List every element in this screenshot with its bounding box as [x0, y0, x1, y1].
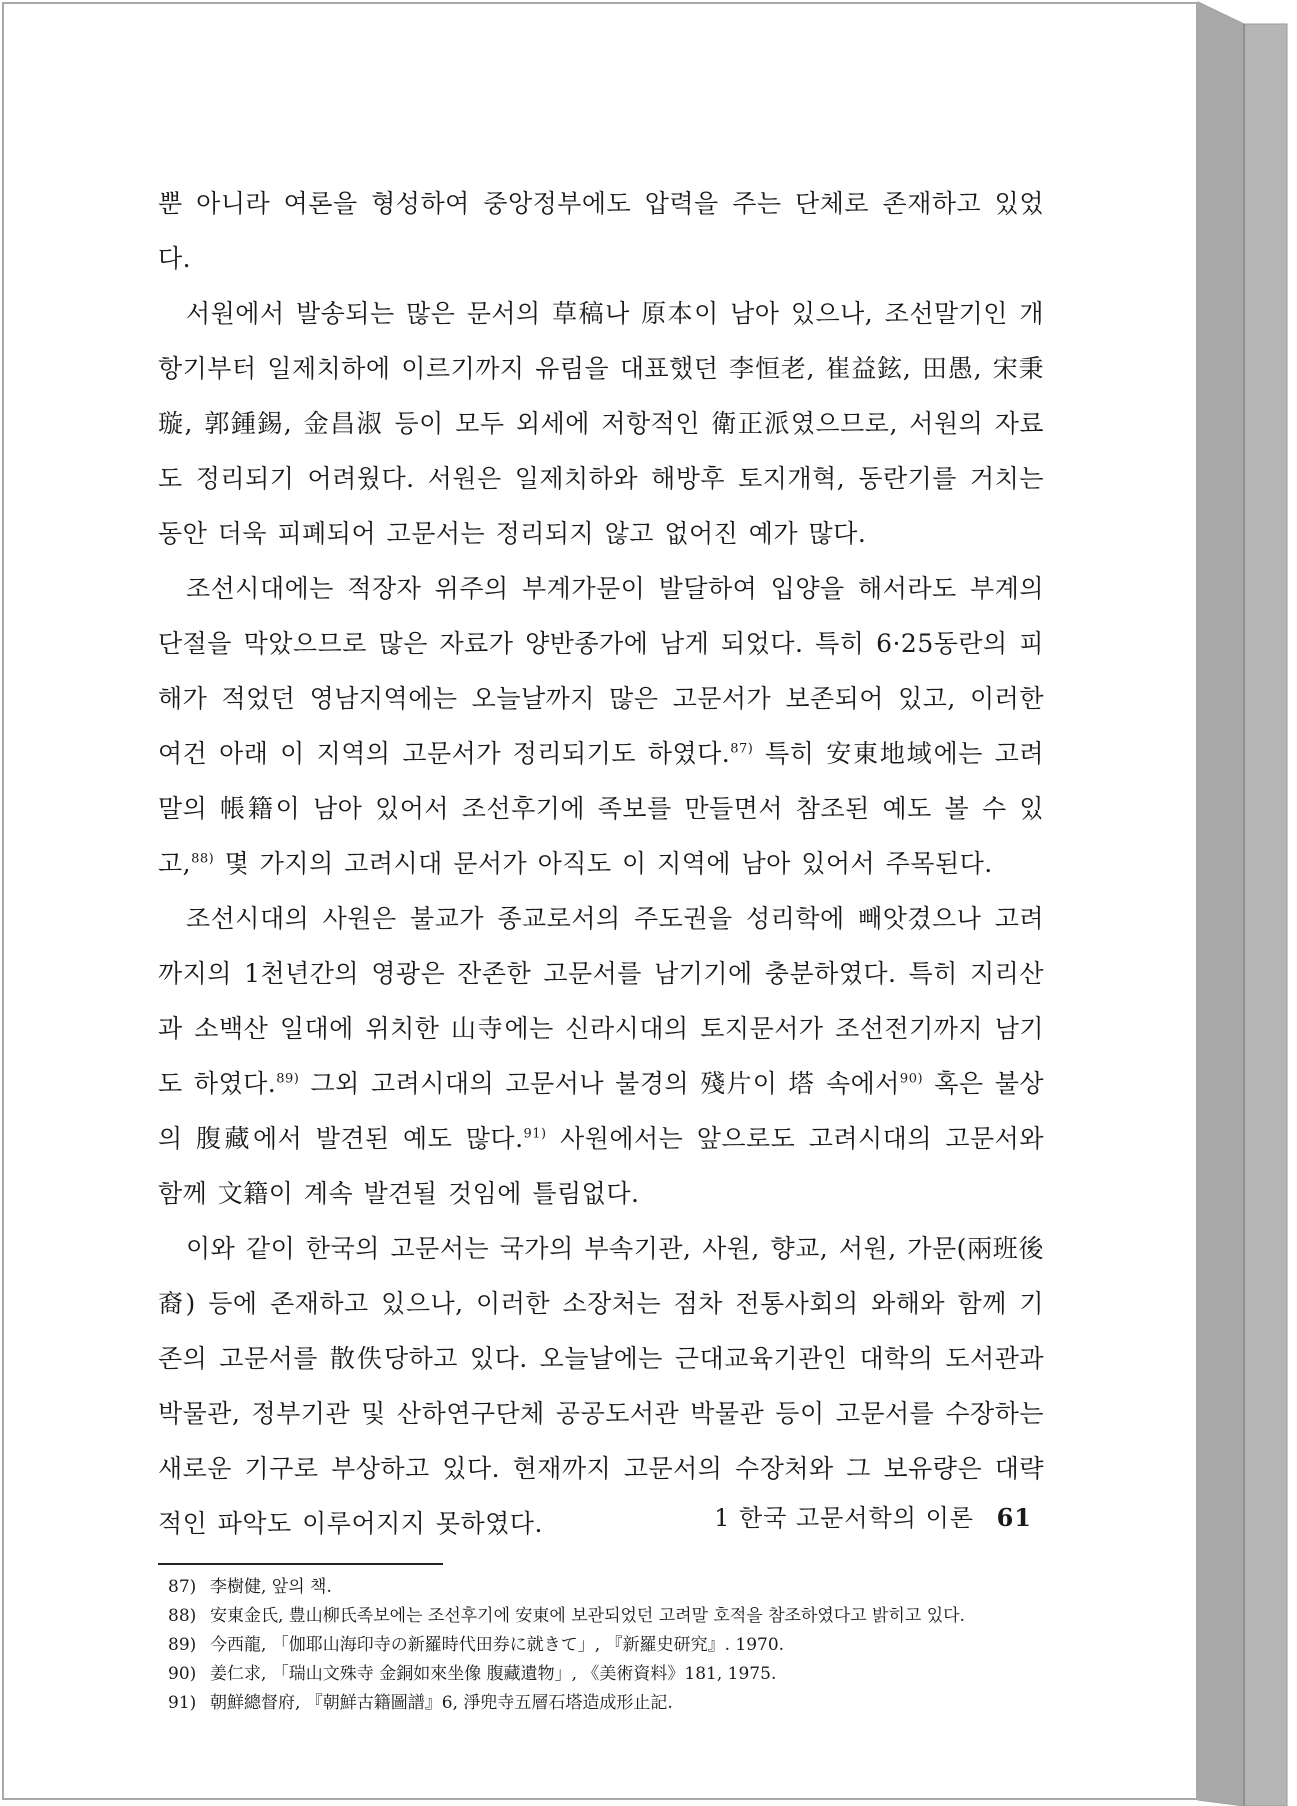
- footnote-reference: 88): [191, 851, 215, 867]
- footnote-number: 87): [168, 1577, 197, 1597]
- chapter-title: 1 한국 고문서학의 이론: [714, 1504, 974, 1532]
- footnote: [158, 1689, 1044, 1718]
- footnote-text: 安東金氏, 豊山柳氏족보에는 조선후기에 安東에 보관되었던 고려말 호적을 참조하였다고 밝히고 있다.: [210, 1606, 965, 1626]
- footnote: [158, 1573, 1044, 1602]
- paragraph: [158, 561, 1044, 891]
- page-number: 61: [996, 1503, 1032, 1532]
- footnote-number: 90): [168, 1664, 197, 1684]
- paragraph: [158, 891, 1044, 1221]
- paragraph: [158, 286, 1044, 561]
- footnote-number: 91): [168, 1693, 197, 1713]
- footnote: [158, 1660, 1044, 1689]
- paragraph-text: 사원에서는 앞으로도 고려시대의 고문서와 함께 文籍이 계속 발견될 것임에 틀림없다.: [158, 1124, 1044, 1208]
- footnote-reference: 87): [730, 741, 754, 757]
- paragraph-list: [158, 176, 1044, 1551]
- paragraph-text: 그외 고려시대의 고문서나 불경의 殘片이 塔 속에서: [299, 1069, 900, 1098]
- book-edge-shadow: [1198, 2, 1244, 1806]
- paragraph-text: 뿐 아니라 여론을 형성하여 중앙정부에도 압력을 주는 단체로 존재하고 있었다.: [158, 189, 1044, 273]
- footnote-reference: 89): [276, 1071, 300, 1087]
- footnote-text: 李樹健, 앞의 책.: [210, 1577, 332, 1597]
- paragraph-text: 서원에서 발송되는 많은 문서의 草稿나 原本이 남아 있으나, 조선말기인 개항기부터 일제치하에 이르기까지 유림을 대표했던 李恒老, 崔益鉉, 田愚, 宋秉璇, 郭鍾錫, 金昌淑 등이 모두 외세에 저항적인 衛正派였으므로, 서원의 자료도 정리되기 어려웠다. 서원은 일제치하와 해방후 토지개혁, 동란기를 거치는 동안 더욱 피폐되어 고문서는 정리되지 않고 없어진 예가 많다.: [158, 299, 1044, 548]
- paragraph-text: 특히 安東地域에는 고려말의 帳籍이 남아 있어서 조선후기에 족보를 만들면서 참조된 예도 볼 수 있고,: [158, 739, 1044, 878]
- paragraph-text: 조선시대의 사원은 불교가 종교로서의 주도권을 성리학에 빼앗겼으나 고려까지의 1천년간의 영광은 잔존한 고문서를 남기기에 충분하였다. 특히 지리산과 소백산 일대에 위치한 山寺에는 신라시대의 토지문서가 조선전기까지 남기도 하였다.: [158, 904, 1044, 1098]
- paragraph-text: 이와 같이 한국의 고문서는 국가의 부속기관, 사원, 향교, 서원, 가문(兩班後裔) 등에 존재하고 있으나, 이러한 소장처는 점차 전통사회의 와해와 함께 기존의 고문서를 散佚당하고 있다. 오늘날에는 근대교육기관인 대학의 도서관과 박물관, 정부기관 및 산하연구단체 공공도서관 박물관 등이 고문서를 수장하는 새로운 기구로 부상하고 있다. 현재까지 고문서의 수장처와 그 보유량은 대략적인 파악도 이루어지지 못하였다.: [158, 1234, 1044, 1538]
- paragraph: [158, 176, 1044, 286]
- footnote: [158, 1602, 1044, 1631]
- footnote-text: 朝鮮總督府, 『朝鮮古籍圖譜』6, 淨兜寺五層石塔造成形止記.: [210, 1693, 673, 1713]
- paragraph-text: 혹은 불상의 腹藏에서 발견된 예도 많다.: [158, 1069, 1044, 1153]
- paragraph-text: 조선시대에는 적장자 위주의 부계가문이 발달하여 입양을 해서라도 부계의 단절을 막았으므로 많은 자료가 양반종가에 남게 되었다. 특히 6·25동란의 피해가 적었던 영남지역에는 오늘날까지 많은 고문서가 보존되어 있고, 이러한 여건 아래 이 지역의 고문서가 정리되기도 하였다.: [158, 574, 1044, 768]
- footnote-list: [158, 1573, 1044, 1718]
- footnote-divider: [158, 1563, 443, 1565]
- footnote-number: 89): [168, 1635, 197, 1655]
- paragraph-text: 몇 가지의 고려시대 문서가 아직도 이 지역에 남아 있어서 주목된다.: [214, 849, 993, 878]
- footnote: [158, 1631, 1044, 1660]
- running-footer: [714, 1498, 1032, 1533]
- footnote-text: 姜仁求, 「瑞山文殊寺 金銅如來坐像 腹藏遺物」, 《美術資料》181, 1975.: [210, 1664, 777, 1684]
- footnote-reference: 90): [899, 1071, 924, 1087]
- body-text: [158, 176, 1044, 1718]
- footnote-number: 88): [168, 1606, 197, 1626]
- footnote-text: 今西龍, 「伽耶山海印寺の新羅時代田券に就きて」, 『新羅史研究』. 1970.: [210, 1635, 785, 1655]
- footnote-reference: 91): [523, 1126, 547, 1142]
